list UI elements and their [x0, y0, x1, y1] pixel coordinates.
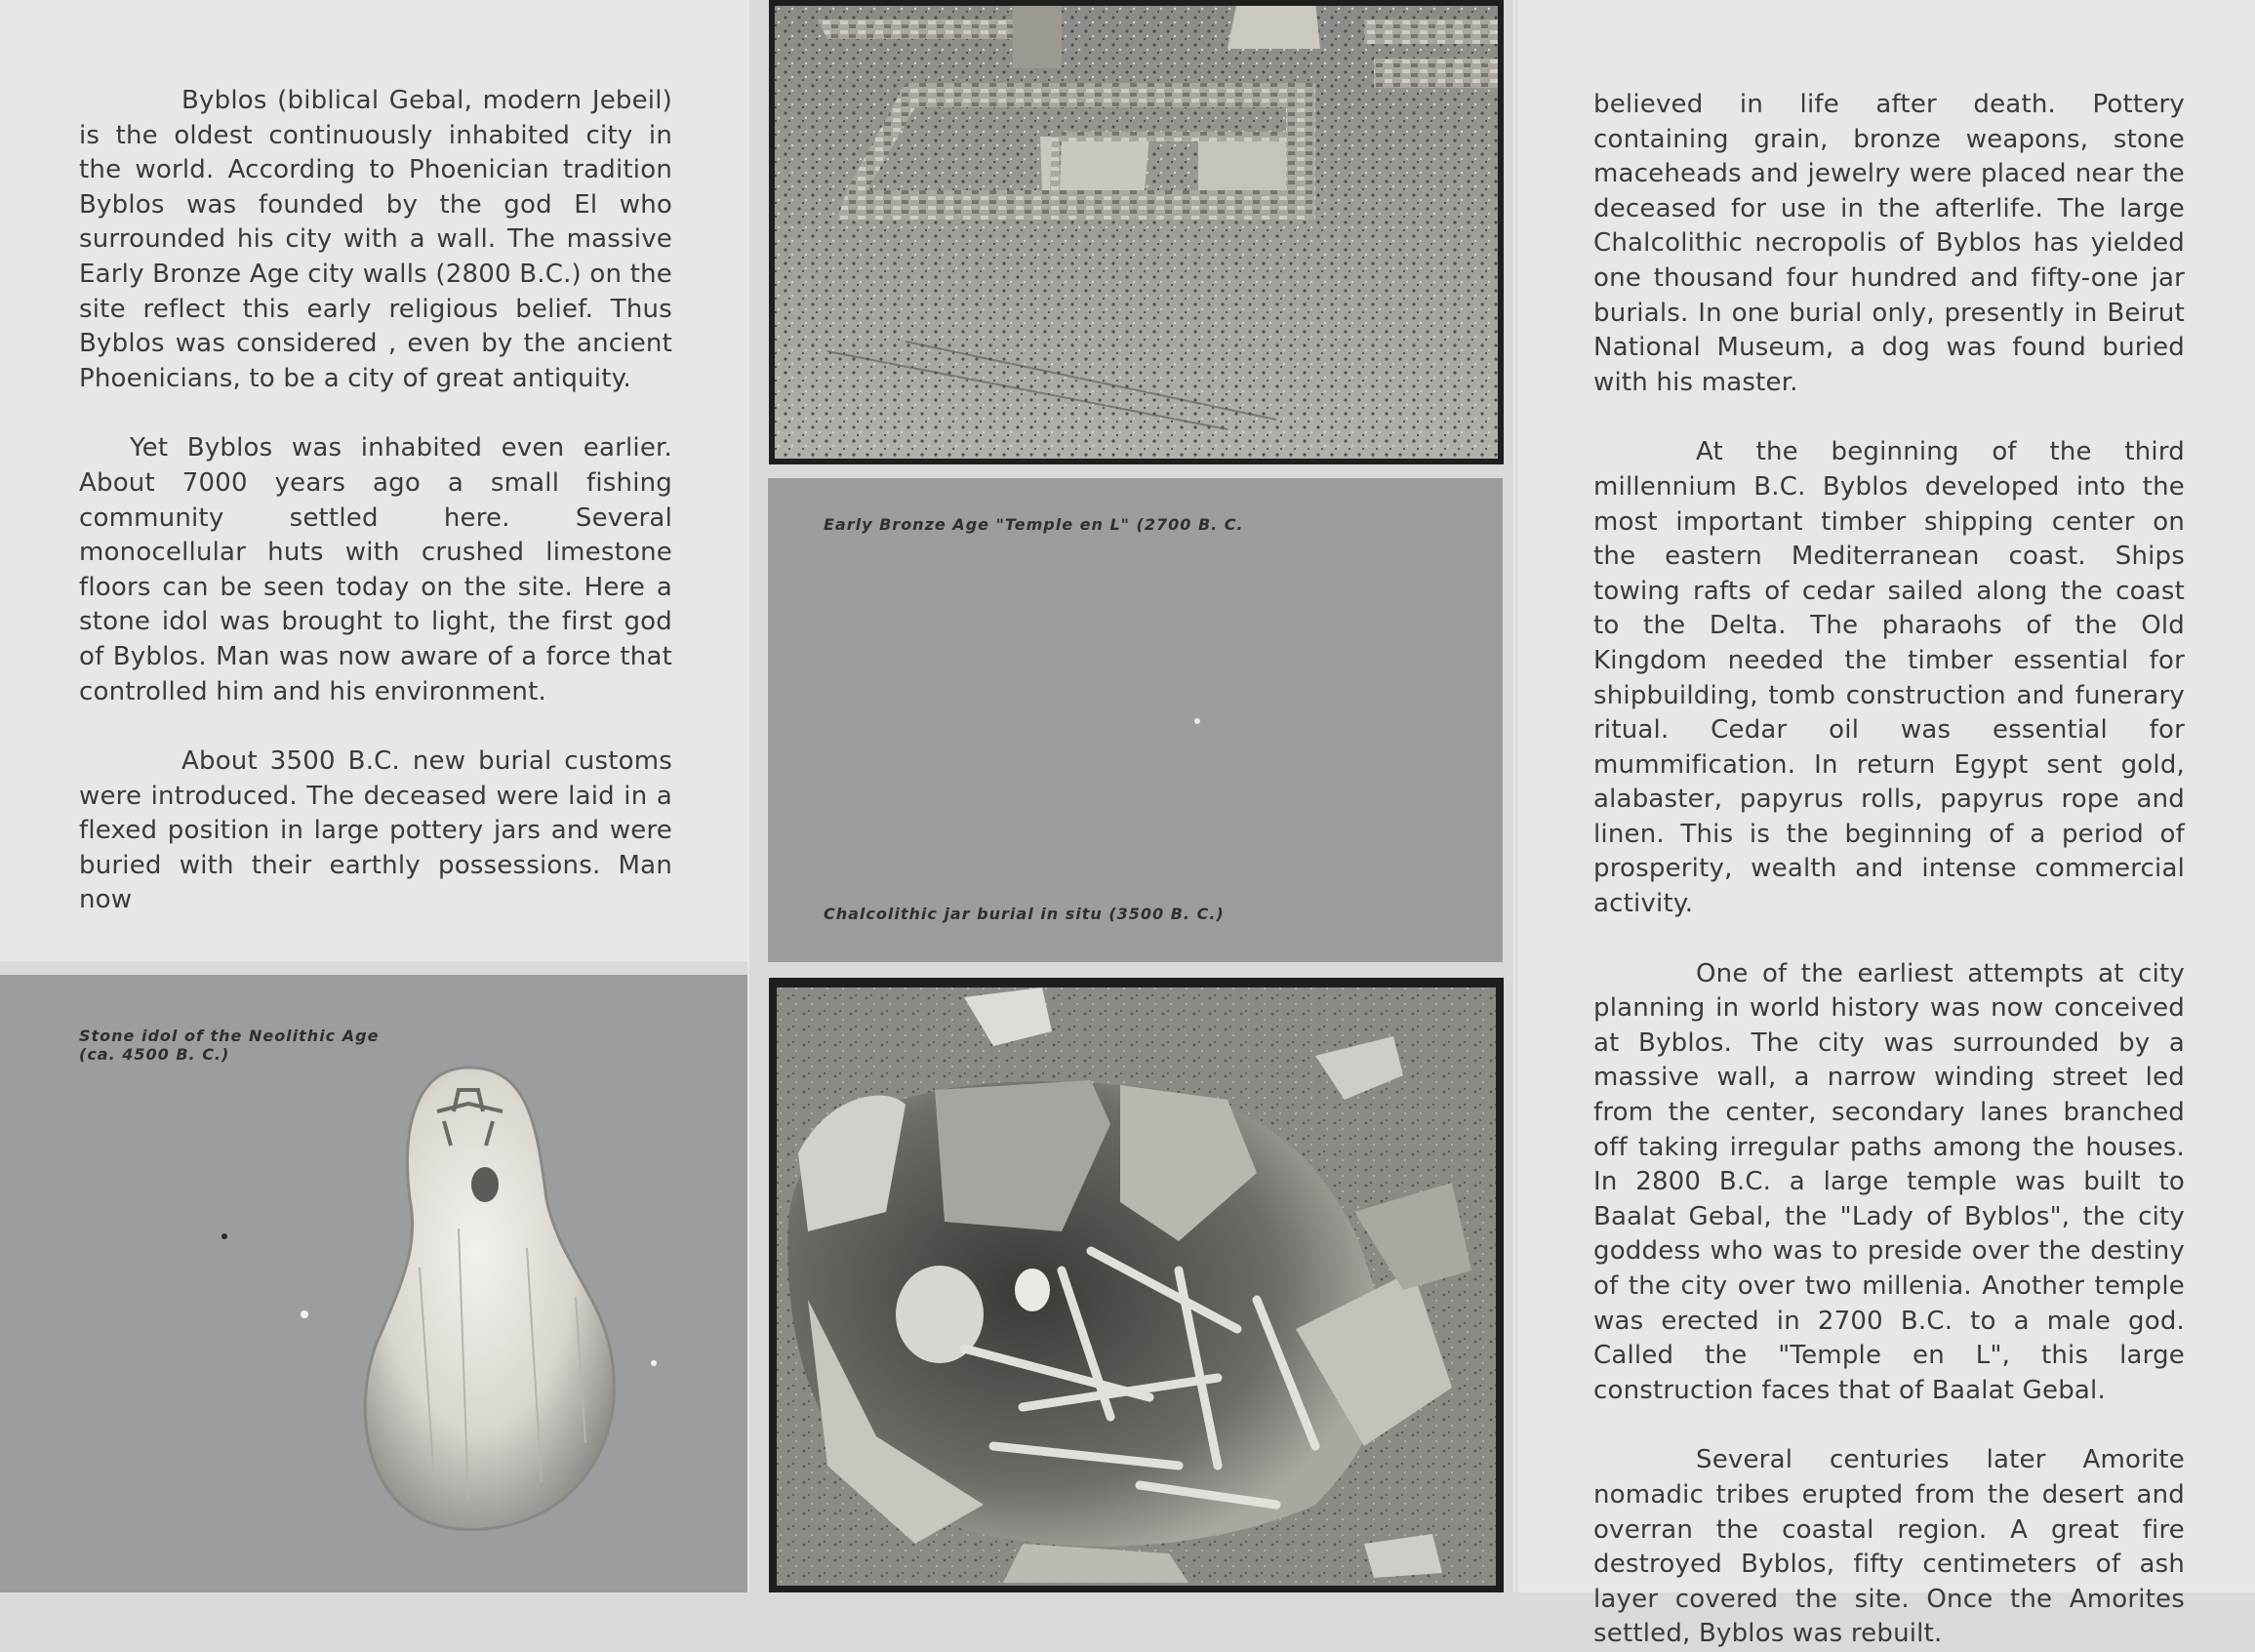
right-paragraph-1: believed in life after death. Pottery containing grain, bronze weapons, stone maceheads and jewelry were placed near the deceased for use in the afterlife. The large Chalcolithic necropolis of Byblos has yielded one thousand four hundred and fifty-one jar burials. In one burial only, presently in Beirut National Museum, a dog was found buried with his master.	[1593, 90, 2185, 397]
ruins-photo	[769, 0, 1504, 464]
stone-idol-caption-line1: Stone idol of the Neolithic Age	[79, 1027, 380, 1045]
fold-line-left	[747, 0, 749, 1592]
left-paragraph-1: Byblos (biblical Gebal, modern Jebeil) is the oldest continuously inhabited city in the world. According to Phoenician tradition Byblos was founded by the god El who surrounded his city with a wall. The massive Early Bronze Age city walls (2800 B.C.) on the site reflect this early religious belief. Thus Byblos was considered , even by the ancient Phoenicians, to be a city of great antiquity.	[79, 86, 672, 393]
jar-burial-caption: Chalcolithic jar burial in situ (3500 B. C.)	[824, 905, 1225, 923]
stone-idol-panel	[0, 975, 747, 1592]
fold-line-right	[1513, 0, 1515, 1592]
right-paragraph-3: One of the earliest attempts at city planning in world history was now conceived at Byblos. The city was surrounded by a massive wall, a narrow winding street led from the center, secondary lanes branched off taking irregular paths among the houses. In 2800 B.C. a large temple was built to Baalat Gebal, the "Lady of Byblos", the city goddess who was to preside over the destiny of the city over two millenia. Another temple was erected in 2700 B.C. to a male god. Called the "Temple en L", this large construction faces that of Baalat Gebal.	[1593, 958, 2185, 1405]
left-paragraph-3: About 3500 B.C. new burial customs were introduced. The deceased were laid in a flexed position in large pottery jars and were buried with their earthly possessions. Man now	[79, 746, 672, 915]
left-text-column	[79, 84, 672, 918]
right-text-panel	[1518, 0, 2255, 1649]
caption-panel	[768, 478, 1503, 962]
left-paragraph-2: Yet Byblos was inhabited even earlier. About 7000 years ago a small fishing community settled here. Several monocellular huts with crushed limestone floors can be seen today on the site. Here a stone idol was brought to light, the first god of Byblos. Man was now aware of a force that controlled him and his environment.	[79, 433, 672, 706]
right-paragraph-2: At the beginning of the third millennium B.C. Byblos developed into the most important timber shipping center on the eastern Mediterranean coast. Ships towing rafts of cedar sailed along the coast to the Delta. The pharaohs of the Old Kingdom needed the timber essential for shipbuilding, tomb construction and funerary ritual. Cedar oil was essential for mummification. In return Egypt sent gold, alabaster, papyrus rolls, papyrus rope and linen. This is the beginning of a period of prosperity, wealth and intense commercial activity.	[1593, 437, 2185, 919]
stone-idol-image	[0, 975, 747, 1592]
left-text-panel	[0, 0, 747, 961]
temple-caption: Early Bronze Age "Temple en L" (2700 B. C.	[824, 515, 1244, 534]
right-paragraph-4: Several centuries later Amorite nomadic tribes erupted from the desert and overran the coastal region. A great fire destroyed Byblos, fifty centimeters of ash layer covered the site. Once the Amorites settled, Byblos was rebuilt.	[1593, 1445, 2185, 1649]
right-text-column	[1593, 88, 2185, 1652]
dust-speck	[1194, 718, 1200, 724]
jar-burial-photo	[769, 978, 1504, 1592]
stone-idol-caption-line2: (ca. 4500 B. C.)	[79, 1045, 230, 1064]
